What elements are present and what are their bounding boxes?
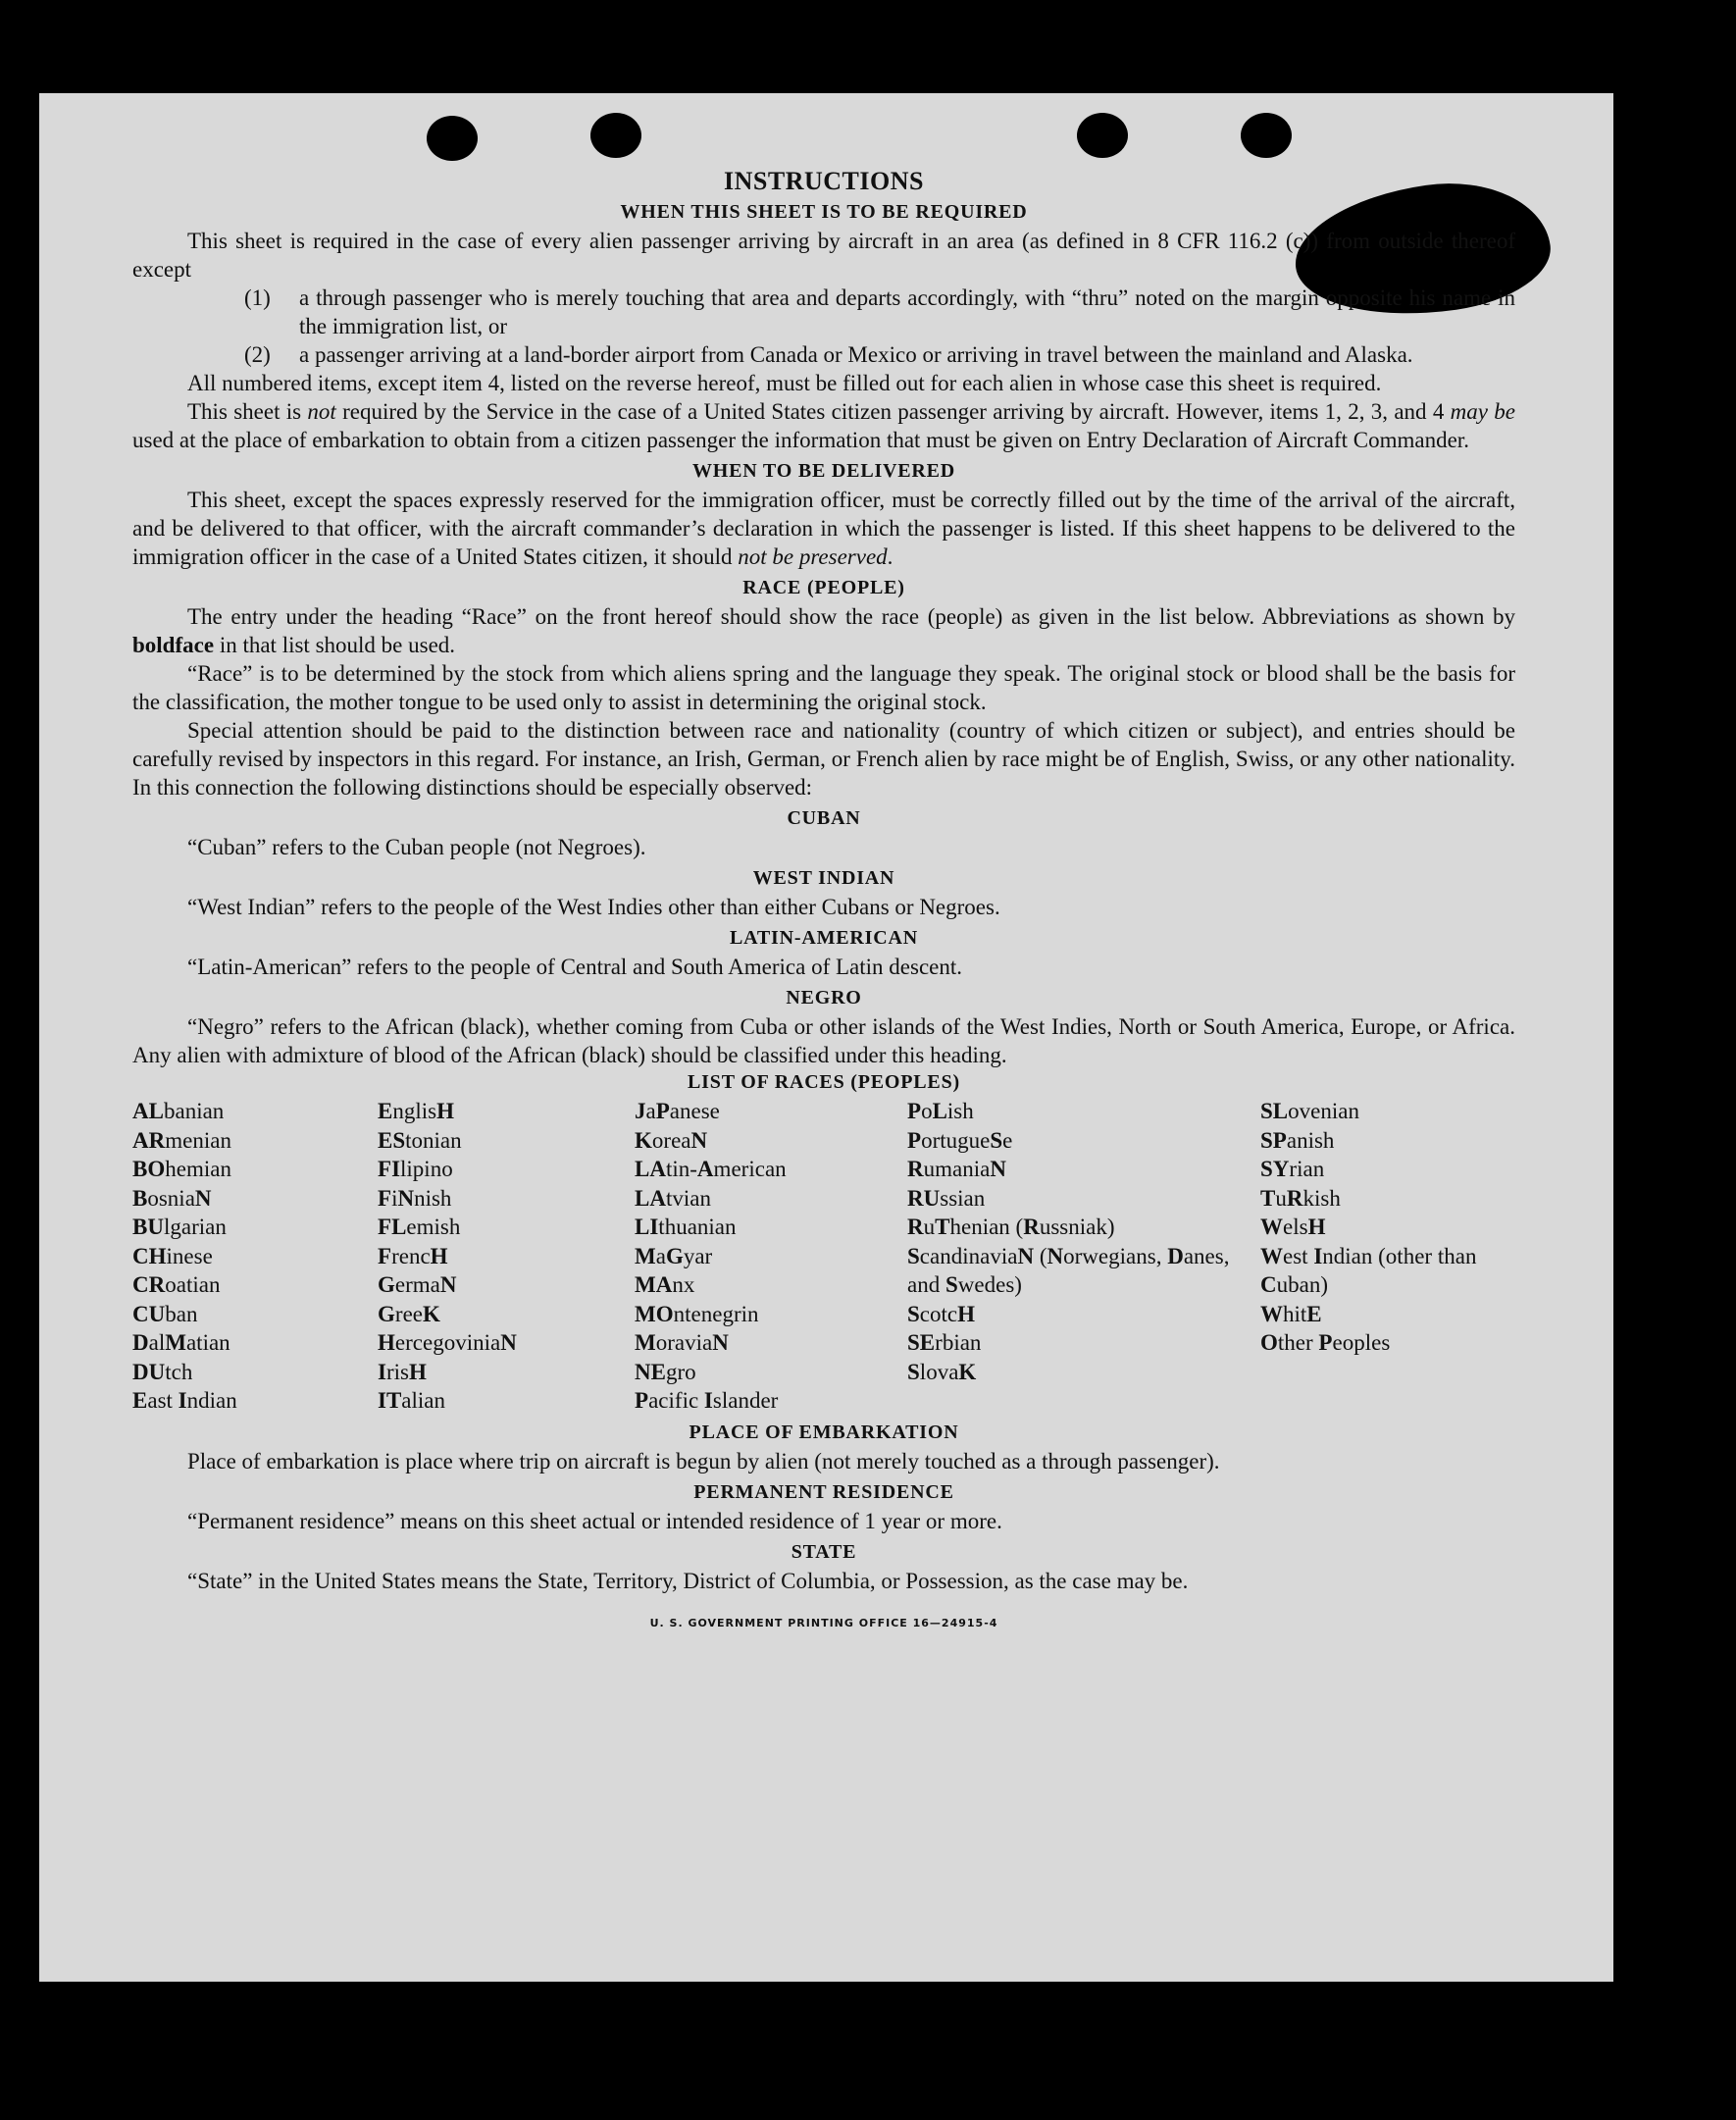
paragraph: This sheet is not required by the Service in the case of a United States citizen passenger arriving by aircraft. However, items 1, 2, 3, and 4 may be used at the place of embarkation to obtain from a citizen passenger the information that must be given on Entry Declaration of Aircraft Commander.: [132, 399, 1516, 452]
section-heading: PERMANENT RESIDENCE: [693, 1480, 954, 1503]
race-entry: FrencH: [378, 1243, 448, 1268]
race-entry: CRoatian: [132, 1272, 221, 1297]
section-heading: WEST INDIAN: [752, 867, 895, 889]
race-entry: DUtch: [132, 1359, 193, 1384]
race-entry: WhitE: [1260, 1301, 1322, 1326]
race-entry: TuRkish: [1260, 1185, 1341, 1211]
race-entry: ScotcH: [907, 1301, 976, 1326]
paragraph: “State” in the United States means the State, Territory, District of Columbia, or Possession, as the case may be.: [187, 1568, 1189, 1593]
race-entry: SYrian: [1260, 1157, 1325, 1181]
instructions-body: [132, 167, 1515, 1637]
item-number: (1): [244, 285, 271, 310]
item-text: a through passenger who is merely touching that area and departs accordingly, with “thru” noted on the margin opposite his name in the immigration list, or: [299, 285, 1515, 338]
races-column: [1260, 1097, 1515, 1416]
race-entry: BosniaN: [132, 1185, 212, 1211]
race-entry: Pacific Islander: [635, 1388, 779, 1413]
race-entry: MAnx: [635, 1272, 695, 1297]
paragraph: Special attention should be paid to the distinction between race and nationality (country of which citizen or subject), and entries should be carefully revised by inspectors in this regard. For instance, an Irish, German, or French alien by race might be of English, Swiss, or any other nationality. In this connection the following distinctions should be especially observed:: [132, 718, 1515, 800]
race-entry: MOntenegrin: [635, 1301, 759, 1326]
punch-hole: [590, 113, 641, 158]
section-heading: WHEN THIS SHEET IS TO BE REQUIRED: [620, 201, 1028, 223]
section-heading: NEGRO: [786, 987, 862, 1008]
race-entry: Other Peoples: [1260, 1330, 1391, 1355]
races-table: [132, 1097, 1515, 1416]
races-column: [132, 1097, 378, 1416]
race-entry: BUlgarian: [132, 1215, 227, 1239]
race-entry: LAtin-American: [635, 1157, 787, 1181]
paragraph: Place of embarkation is place where trip on aircraft is begun by alien (not merely touched as a through passenger).: [187, 1448, 1220, 1474]
race-entry: CHinese: [132, 1243, 213, 1268]
race-entry: GermaN: [378, 1272, 457, 1297]
race-entry: CUban: [132, 1301, 198, 1326]
race-entry: DalMatian: [132, 1330, 230, 1355]
punch-hole: [1241, 113, 1292, 158]
race-entry: GreeK: [378, 1301, 440, 1326]
page-title: INSTRUCTIONS: [724, 167, 924, 195]
section-heading: PLACE OF EMBARKATION: [689, 1421, 959, 1443]
race-entry: LIthuanian: [635, 1215, 737, 1239]
race-entry: EStonian: [378, 1127, 462, 1153]
paragraph: The entry under the heading “Race” on the front hereof should show the race (people) as given in the list below. Abbreviations as shown by boldface in that list should be used.: [132, 604, 1515, 657]
race-entry: MoraviaN: [635, 1330, 729, 1355]
race-entry: ITalian: [378, 1388, 446, 1413]
race-entry: East Indian: [132, 1388, 237, 1413]
race-entry: NEgro: [635, 1359, 696, 1384]
race-entry: KoreaN: [635, 1127, 708, 1153]
race-entry: MaGyar: [635, 1243, 713, 1268]
document-sheet: [39, 93, 1613, 1982]
paragraph: “West Indian” refers to the people of the West Indies other than either Cubans or Negroes.: [187, 895, 1000, 919]
race-entry: LAtvian: [635, 1185, 711, 1211]
race-entry: SlovaK: [907, 1359, 977, 1384]
race-entry: PortugueSe: [907, 1127, 1013, 1153]
race-entry: BOhemian: [132, 1157, 231, 1181]
section-heading: STATE: [791, 1540, 857, 1563]
paragraph: This sheet, except the spaces expressly reserved for the immigration officer, must be correctly filled out by the time of the arrival of the aircraft, and be delivered to that officer, with the aircraft commander’s declaration in which the passenger is listed. If this sheet happens to be delivered to the immigration officer in the case of a United States citizen, it should not be preserved.: [132, 488, 1515, 569]
paragraph: “Cuban” refers to the Cuban people (not Negroes).: [187, 835, 646, 859]
section-heading: LIST OF RACES (PEOPLES): [688, 1071, 960, 1093]
race-entry: IrisH: [378, 1359, 427, 1384]
paragraph: “Negro” refers to the African (black), whether coming from Cuba or other islands of the West Indies, North or South America, Europe, or Africa. Any alien with admixture of blood of the African (black) should be classified under this heading.: [132, 1014, 1515, 1067]
race-entry: HercegoviniaN: [378, 1330, 517, 1355]
race-entry: SPanish: [1260, 1127, 1335, 1153]
race-entry: PoLish: [907, 1099, 974, 1123]
list-item: [132, 340, 1515, 369]
races-column: [378, 1097, 635, 1416]
race-entry: ARmenian: [132, 1127, 231, 1153]
race-entry: SLovenian: [1260, 1099, 1359, 1123]
section-heading: RACE (PEOPLE): [742, 577, 905, 598]
race-entry: ALbanian: [132, 1099, 225, 1123]
race-entry: West Indian (other than Cuban): [1260, 1243, 1477, 1297]
paragraph: “Permanent residence” means on this sheet actual or intended residence of 1 year or more.: [187, 1508, 1002, 1533]
race-entry: SErbian: [907, 1330, 982, 1355]
item-text: a passenger arriving at a land-border airport from Canada or Mexico or arriving in travel between the mainland and Alaska.: [299, 342, 1413, 367]
paragraph: “Race” is to be determined by the stock from which aliens spring and the language they speak. The original stock or blood shall be the basis for the classification, the mother tongue to be used only to assist in determining the original stock.: [132, 661, 1515, 714]
race-entry: JaPanese: [635, 1099, 720, 1123]
race-entry: WelsH: [1260, 1215, 1326, 1239]
printer-imprint: U. S. GOVERNMENT PRINTING OFFICE 16—24915-4: [649, 1616, 998, 1629]
race-entry: RUssian: [907, 1185, 986, 1211]
races-column: [635, 1097, 907, 1416]
race-entry: RumaniaN: [907, 1157, 1006, 1181]
item-number: (2): [244, 342, 271, 367]
race-entry: FiNnish: [378, 1185, 452, 1211]
section-heading: WHEN TO BE DELIVERED: [691, 460, 956, 482]
punch-hole: [427, 116, 478, 161]
race-entry: FIlipino: [378, 1157, 453, 1181]
race-entry: EnglisH: [378, 1099, 454, 1123]
paragraph: All numbered items, except item 4, listed on the reverse hereof, must be filled out for each alien in whose case this sheet is required.: [187, 371, 1382, 395]
paragraph: “Latin-American” refers to the people of Central and South America of Latin descent.: [187, 955, 962, 979]
section-heading: CUBAN: [787, 807, 861, 829]
list-item: [132, 284, 1515, 340]
section-heading: LATIN-AMERICAN: [730, 927, 918, 949]
race-entry: RuThenian (Russniak): [907, 1215, 1115, 1239]
race-entry: FLemish: [378, 1215, 461, 1239]
paragraph: This sheet is required in the case of every alien passenger arriving by aircraft in an area (as defined in 8 CFR 116.2 (c)) from outside thereof except: [132, 229, 1515, 282]
punch-hole: [1077, 113, 1128, 158]
race-entry: ScandinaviaN (Norwegians, Danes, and Swedes): [907, 1243, 1230, 1297]
races-column: [907, 1097, 1260, 1416]
